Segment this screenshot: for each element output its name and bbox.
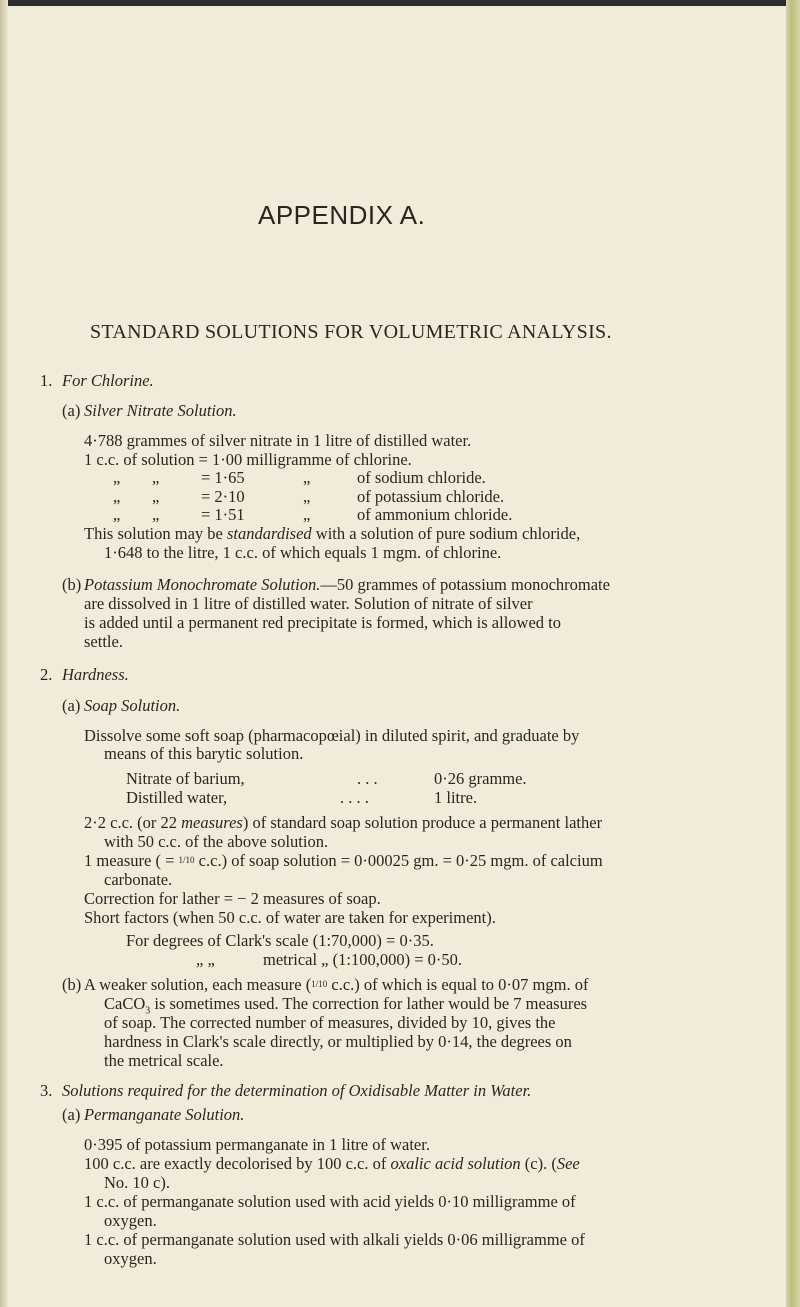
s1a-line7: 1·648 to the litre, 1 c.c. of which equals 1 mgm. of chlorine. — [104, 543, 502, 562]
s1a-line1: 4·788 grammes of silver nitrate in 1 litre of distilled water. — [84, 431, 472, 450]
s2b-line3: of soap. The corrected number of measures, divided by 10, gives the — [104, 1013, 556, 1032]
s2a-line8: Short factors (when 50 c.c. of water are taken for experiment). — [84, 908, 496, 927]
s1a-line5-text: of ammonium chloride. — [357, 505, 513, 524]
reagent-value: 0·26 gramme. — [434, 769, 527, 788]
reagent-name: Nitrate of barium, — [126, 769, 245, 788]
s1a-line3-text: of sodium chloride. — [357, 468, 486, 487]
s2a-line3: 2·2 c.c. (or 22 measures) of standard soap solution produce a permanent lather — [84, 813, 603, 832]
s2b-line5: the metrical scale. — [104, 1051, 224, 1070]
ditto-mark: „ — [152, 468, 160, 487]
s2a-line2: means of this barytic solution. — [104, 744, 304, 763]
s3a-line3: No. 10 c). — [104, 1173, 170, 1192]
s1a-line3-value: = 1·65 — [201, 468, 245, 487]
s2a-label: (a) — [62, 696, 81, 715]
s2a-title: Soap Solution. — [84, 696, 181, 715]
s2a-line4: with 50 c.c. of the above solution. — [104, 832, 329, 851]
s3a-line7: oxygen. — [104, 1249, 157, 1268]
ditto-mark: „ — [303, 487, 311, 506]
s2b-line4: hardness in Clark's scale directly, or multiplied by 0·14, the degrees on — [104, 1032, 572, 1051]
s1b-line3: is added until a permanent red precipitate is formed, which is allowed to — [84, 613, 561, 632]
leader-dots: . . . — [357, 769, 378, 788]
ditto-mark: „ — [303, 468, 311, 487]
appendix-title: APPENDIX A. — [258, 200, 426, 230]
s1a-line5-value: = 1·51 — [201, 505, 245, 524]
s1-heading-num: 1. — [40, 371, 53, 390]
leader-dots: . . . . — [340, 788, 369, 807]
ditto-mark: „ — [152, 505, 160, 524]
s2-heading: Hardness. — [62, 665, 129, 684]
s2a-line10: metrical „ (1:100,000) = 0·50. — [263, 950, 462, 969]
s3a-line6: 1 c.c. of permanganate solution used with alkali yields 0·06 milligramme of — [84, 1230, 585, 1249]
s3-heading: Solutions required for the determination of Oxidisable Matter in Water. — [62, 1081, 532, 1100]
s1b-line2: are dissolved in 1 litre of distilled water. Solution of nitrate of silver — [84, 594, 533, 613]
s2-heading-num: 2. — [40, 665, 53, 684]
s2a-line6: carbonate. — [104, 870, 173, 889]
ditto-mark: „ — [303, 505, 311, 524]
s1a-line4-value: = 2·10 — [201, 487, 245, 506]
ditto-mark: „ — [152, 487, 160, 506]
s2a-line5: 1 measure ( = 1/10 c.c.) of soap solution = 0·00025 gm. = 0·25 mgm. of calcium — [84, 851, 603, 870]
s1a-line4-text: of potassium chloride. — [357, 487, 505, 506]
s3a-label: (a) — [62, 1105, 81, 1124]
s3-heading-num: 3. — [40, 1081, 53, 1100]
reagent-value: 1 litre. — [434, 788, 478, 807]
ditto-mark: „ — [113, 487, 121, 506]
s2b-label: (b) — [62, 975, 82, 994]
s2a-line7: Correction for lather = − 2 measures of soap. — [84, 889, 381, 908]
s3a-title: Permanganate Solution. — [84, 1105, 245, 1124]
ditto-mark: „ — [113, 505, 121, 524]
s3a-line5: oxygen. — [104, 1211, 157, 1230]
s1a-line6: This solution may be standardised with a solution of pure sodium chloride, — [84, 524, 581, 543]
s3a-line2: 100 c.c. are exactly decolorised by 100 c.c. of oxalic acid solution (c). (See — [84, 1154, 580, 1173]
s2b-line1: A weaker solution, each measure (1/10 c.c.) of which is equal to 0·07 mgm. of — [84, 975, 589, 994]
s1a-line2: 1 c.c. of solution = 1·00 milligramme of chlorine. — [84, 450, 412, 469]
s2a-line1: Dissolve some soft soap (pharmacopœial) in diluted spirit, and graduate by — [84, 726, 580, 745]
s1-heading: For Chlorine. — [62, 371, 154, 390]
s1b-line1: Potassium Monochromate Solution.—50 grammes of potassium monochromate — [84, 575, 610, 594]
ditto-mark: „ — [113, 468, 121, 487]
s2b-line2: CaCO$_3$ is sometimes used. The correction for lather would be 7 measures — [104, 994, 588, 1017]
reagent-name: Distilled water, — [126, 788, 228, 807]
s2a-line9: For degrees of Clark's scale (1:70,000) = 0·35. — [126, 931, 434, 950]
s1a-title: Silver Nitrate Solution. — [84, 401, 237, 420]
s1b-label: (b) — [62, 575, 82, 594]
s3a-line4: 1 c.c. of permanganate solution used with acid yields 0·10 milligramme of — [84, 1192, 576, 1211]
ditto-marks: „ „ — [196, 950, 215, 969]
section-title: STANDARD SOLUTIONS FOR VOLUMETRIC ANALYSIS. — [90, 321, 612, 343]
s1a-label: (a) — [62, 401, 81, 420]
s1b-line4: settle. — [84, 632, 123, 651]
s3a-line1: 0·395 of potassium permanganate in 1 litre of water. — [84, 1135, 430, 1154]
